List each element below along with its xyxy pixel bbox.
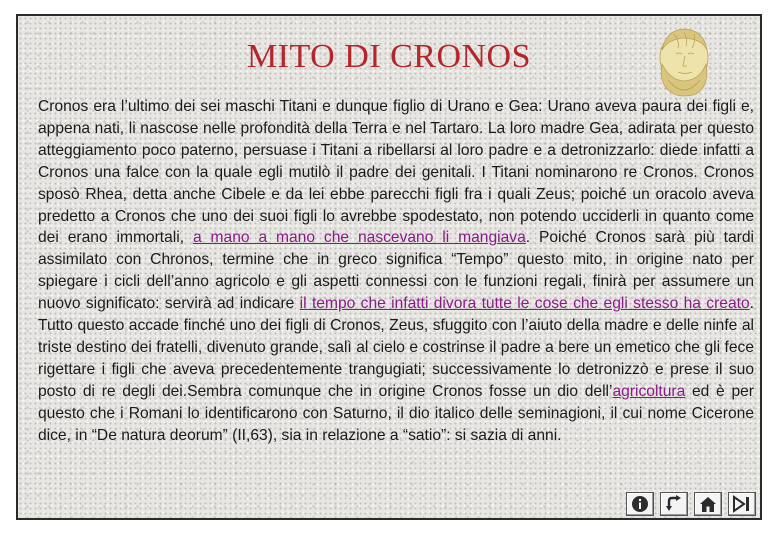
nav-button-home[interactable] bbox=[694, 492, 722, 516]
body-paragraph bbox=[38, 96, 754, 447]
end-icon bbox=[732, 495, 752, 513]
hyperlink[interactable]: a mano a mano che nascevano li mangiava bbox=[192, 229, 526, 247]
hyperlink[interactable]: agricoltura bbox=[612, 382, 686, 400]
paragraph-text: ed è per questo che i Romani lo identificarono con Saturno, il dio italico delle seminagioni, il cui nome Cicerone dice, in “De natura deorum” (II,63), sia in relazione a “satio”: si sazia di anni. bbox=[38, 382, 754, 444]
info-icon bbox=[630, 495, 650, 513]
nav-button-return[interactable] bbox=[660, 492, 688, 516]
nav-button-end[interactable] bbox=[728, 492, 756, 516]
nav-button-info[interactable] bbox=[626, 492, 654, 516]
home-icon bbox=[698, 495, 718, 513]
paragraph-text: Cronos era l’ultimo dei sei maschi Titani e dunque figlio di Urano e Gea: Urano aveva paura dei figli e, appena nati, li nascose nelle profondità della Terra e nel Tartaro. La loro madre Gea, adirata per questo atteggiamento poco paterno, persuase i Titani a ribellarsi al loro padre e a detronizzarlo: diede infatti a Cronos una falce con la quale egli mutilò il padre dei genitali. I Titani nominarono re Cronos. Cronos sposò Rhea, detta anche Cibele e da lei ebbe parecchi figli fra i quali Zeus; poiché un oracolo aveva predetto a Cronos che uno dei suoi figli lo avrebbe spodestato, non potendo ucciderli in quanto come dei erano immortali, bbox=[38, 98, 754, 247]
paragraph-text: . Tutto questo accade finché uno dei figli di Cronos, Zeus, sfuggito con l’aiuto della madre e delle ninfe al triste destino dei fratelli, divenuto grande, salì al cielo e costrinse il padre a bere un emetico che gli fece rigettare i figli che aveva precedentemente trangugiati; successivamente lo detronizzò e prese il suo posto di re degli dei.Sembra comunque che in origine Cronos fosse un dio dell’ bbox=[38, 295, 754, 400]
paragraph-text: . Poiché Cronos sarà più tardi assimilato con Chronos, termine che in greco significa “Tempo” questo mito, in origine nato per spiegare i cicli dell’anno agricolo e gli aspetti connessi con le funzioni regali, finirà per assumere un nuovo significato: servirà ad indicare bbox=[38, 229, 755, 313]
return-icon bbox=[664, 495, 684, 513]
cronos-head-logo bbox=[644, 24, 724, 102]
navigation-bar bbox=[626, 492, 756, 516]
slide bbox=[16, 14, 762, 520]
page-title: MITO DI CRONOS bbox=[246, 38, 532, 75]
hyperlink[interactable]: il tempo che infatti divora tutte le cose che egli stesso ha creato bbox=[299, 295, 750, 313]
